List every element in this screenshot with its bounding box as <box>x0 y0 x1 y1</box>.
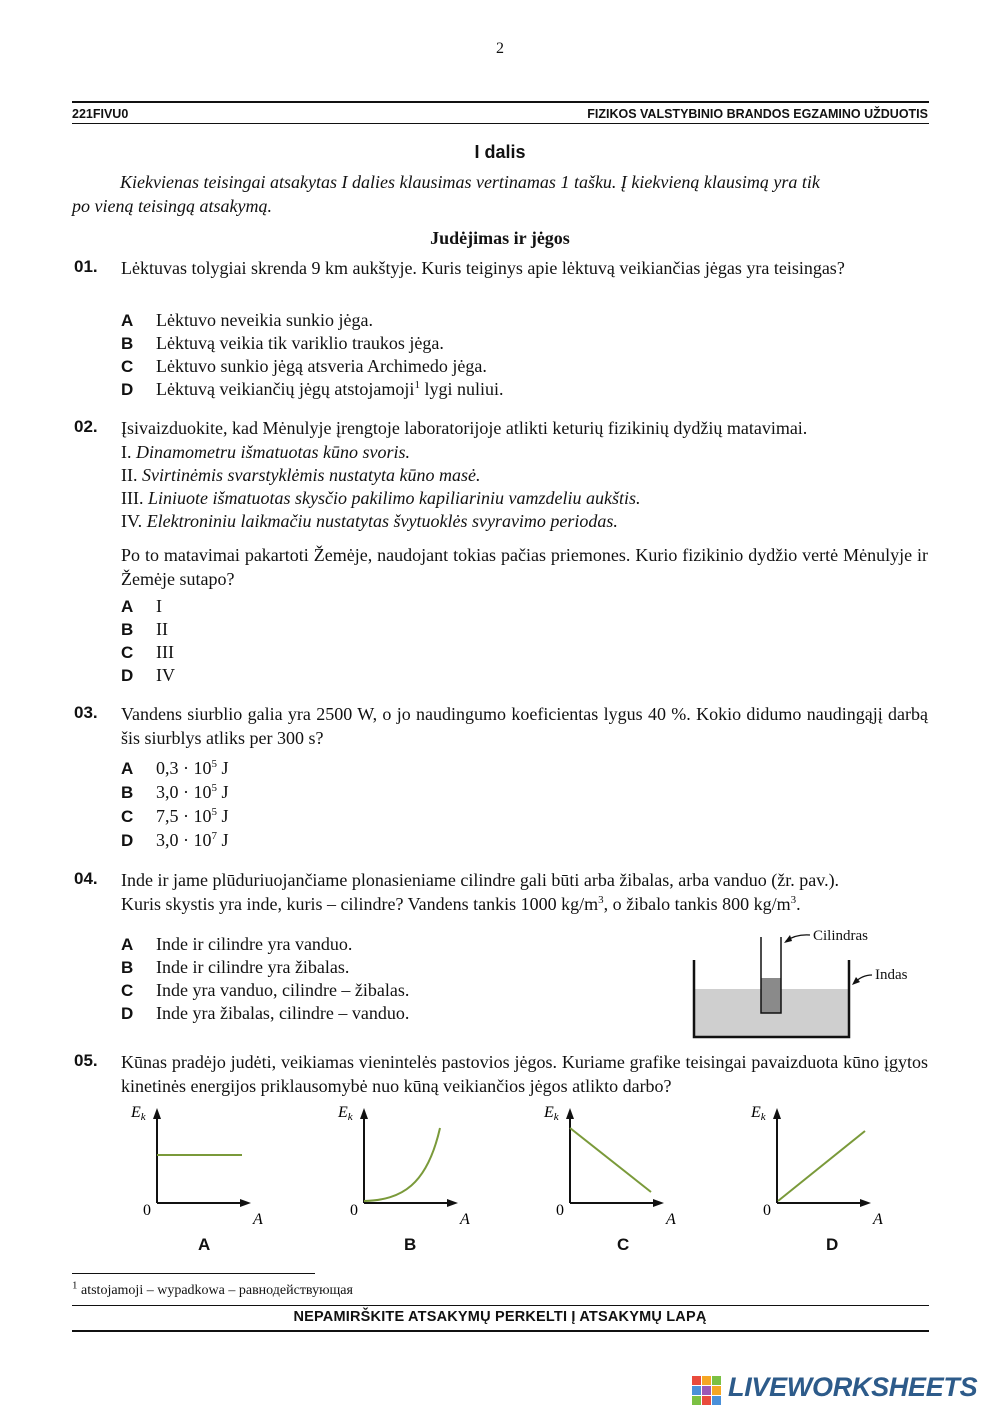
question-number-05: 05. <box>74 1051 98 1070</box>
statement-text: Liniuote išmatuotas skysčio pakilimo kapiliariniu vamzdeliu aukštis. <box>147 488 641 508</box>
option-text: IV <box>156 665 175 685</box>
option-letter: D <box>121 666 134 685</box>
graph-d-letter: D <box>826 1235 839 1254</box>
q04-option-c[interactable] <box>121 979 409 1002</box>
option-unit: J <box>217 782 229 802</box>
q04-sup-1: 3 <box>598 894 604 906</box>
graph-b[interactable] <box>332 1100 472 1230</box>
q02-option-d[interactable] <box>121 664 175 687</box>
option-text: Inde yra vanduo, cilindre – žibalas. <box>156 980 410 1000</box>
option-letter: B <box>121 334 134 353</box>
statement-roman: IV. <box>121 511 143 531</box>
cylinder-liquid <box>761 978 781 1013</box>
q04-line-2b: , o žibalo tankis 800 kg/m <box>603 894 791 914</box>
section-title: Judėjimas ir jėgos <box>430 228 570 248</box>
option-mantissa: 7,5 · 10 <box>156 806 212 826</box>
banner-rule-bottom <box>72 1330 929 1332</box>
option-text: Inde ir cilindre yra žibalas. <box>156 957 350 977</box>
graph-a-letter: A <box>198 1235 211 1254</box>
option-letter: B <box>121 958 134 977</box>
x-axis-arrow <box>447 1199 458 1207</box>
option-letter: C <box>121 807 134 826</box>
q04-line-2a: Kuris skystis yra inde, kuris – cilindre? Vandens tankis 1000 kg/m <box>121 894 599 914</box>
question-text-01: Lėktuvas tolygiai skrenda 9 km aukštyje. Kuris teiginys apie lėktuvą veikiančias jėgas yra teisingas? <box>121 258 845 278</box>
vessel-figure <box>680 925 930 1050</box>
option-letter: A <box>121 311 134 330</box>
x-axis-arrow <box>653 1199 664 1207</box>
vessel-label: Indas <box>875 967 908 983</box>
page-number: 2 <box>496 40 504 57</box>
option-mantissa: 3,0 · 10 <box>156 830 212 850</box>
banner-rule-top <box>72 1305 929 1306</box>
footnote-text: atstojamoji – wypadkowa – равнодействующая <box>77 1283 353 1298</box>
footnote <box>72 1279 353 1299</box>
y-axis-label: Ek <box>338 1104 353 1123</box>
y-axis-arrow <box>360 1108 368 1119</box>
q02-option-c[interactable] <box>121 641 174 664</box>
footnote-separator <box>72 1273 315 1274</box>
q01-option-a[interactable] <box>121 309 373 332</box>
statement-3 <box>121 486 640 510</box>
header-rule-top <box>72 101 929 103</box>
exam-code: 221FIVU0 <box>72 107 129 121</box>
graph-curve <box>364 1128 440 1201</box>
q04-option-d[interactable] <box>121 1002 409 1025</box>
option-text: Inde ir cilindre yra vanduo. <box>156 934 353 954</box>
origin-label: 0 <box>763 1202 771 1219</box>
q03-option-a[interactable] <box>121 757 229 780</box>
option-mantissa: 0,3 · 10 <box>156 758 212 778</box>
option-text-end: lygi nuliui. <box>419 379 504 399</box>
option-letter: C <box>121 643 134 662</box>
x-axis-label: A <box>873 1211 883 1228</box>
option-letter: D <box>121 1004 134 1023</box>
option-unit: J <box>217 758 229 778</box>
option-mantissa: 3,0 · 10 <box>156 782 212 802</box>
header-rule-bottom <box>72 123 929 124</box>
question-text-03: Vandens siurblio galia yra 2500 W, o jo naudingumo koeficientas lygus 40 %. Kokio didumo naudingąjį darbą šis siurblys atliks per 300 s? <box>121 704 928 748</box>
q01-option-b[interactable] <box>121 332 444 355</box>
x-axis-label: A <box>666 1211 676 1228</box>
x-axis-arrow <box>240 1199 251 1207</box>
statement-4 <box>121 509 618 533</box>
question-number-02: 02. <box>74 417 98 436</box>
question-number-03: 03. <box>74 703 98 722</box>
intro-line-2: po vieną teisingą atsakymą. <box>72 196 272 216</box>
question-text-05: Kūnas pradėjo judėti, veikiamas vienintelės pastovios jėgos. Kuriame grafike teisingai pavaizduota kūno įgytos kinetinės energijos priklausomybė nuo kūną veikiančios jėgos atlikto darbo? <box>121 1052 928 1096</box>
cylinder-arrow-head <box>784 935 792 943</box>
y-axis-arrow <box>773 1108 781 1119</box>
question-text-04 <box>121 868 928 916</box>
liveworksheets-logo[interactable] <box>690 1372 990 1408</box>
y-axis-arrow <box>153 1108 161 1119</box>
statement-text: Svirtinėmis svarstyklėmis nustatyta kūno masė. <box>142 465 481 485</box>
y-axis-label: Ek <box>544 1104 559 1123</box>
option-letter: D <box>121 380 134 399</box>
statement-2 <box>121 463 480 487</box>
option-text: Inde yra žibalas, cilindre – vanduo. <box>156 1003 410 1023</box>
option-letter: C <box>121 357 134 376</box>
graph-c[interactable] <box>538 1100 678 1230</box>
option-exponent: 5 <box>211 758 217 770</box>
graph-line <box>778 1131 865 1201</box>
option-exponent: 7 <box>211 830 217 842</box>
option-unit: J <box>217 806 229 826</box>
origin-label: 0 <box>556 1202 564 1219</box>
footnote-ref: 1 <box>414 379 420 391</box>
graph-d[interactable] <box>745 1100 885 1230</box>
q04-option-a[interactable] <box>121 933 352 956</box>
q02-option-a[interactable] <box>121 595 162 618</box>
q01-option-c[interactable] <box>121 355 487 378</box>
question-followup-02: Po to matavimai pakartoti Žemėje, naudojant tokias pačias priemones. Kurio fizikinio dydžio vertė Mėnulyje ir Žemėje sutapo? <box>121 545 928 589</box>
origin-label: 0 <box>350 1202 358 1219</box>
option-letter: B <box>121 620 134 639</box>
option-letter: C <box>121 981 134 1000</box>
logo-text: LIVEWORKSHEETS <box>728 1372 978 1402</box>
q01-option-d[interactable] <box>121 378 503 401</box>
option-exponent: 5 <box>211 806 217 818</box>
cylinder-label: Cilindras <box>813 928 868 944</box>
footnote-mark: 1 <box>72 1279 78 1292</box>
option-letter: A <box>121 759 134 778</box>
logo-icon <box>690 1374 724 1406</box>
q02-option-b[interactable] <box>121 618 168 641</box>
y-axis-arrow <box>566 1108 574 1119</box>
bottom-banner: NEPAMIRŠKITE ATSAKYMŲ PERKELTI Į ATSAKYMŲ LAPĄ <box>293 1309 707 1325</box>
option-letter: D <box>121 831 134 850</box>
q03-option-b[interactable] <box>121 781 229 804</box>
statement-text: Elektroniniu laikmačiu nustatytas švytuoklės svyravimo periodas. <box>146 511 618 531</box>
intro-line-1: Kiekvienas teisingai atsakytas I dalies klausimas vertinamas 1 tašku. Į kiekvieną klausimą yra tik <box>120 172 820 192</box>
y-axis-label: Ek <box>751 1104 766 1123</box>
q04-line-2c: . <box>796 894 801 914</box>
intro-text <box>72 170 929 218</box>
option-letter: A <box>121 597 134 616</box>
option-text: Lėktuvą veikia tik variklio traukos jėga. <box>156 333 444 353</box>
graph-c-letter: C <box>617 1235 630 1254</box>
statement-roman: II. <box>121 465 138 485</box>
x-axis-label: A <box>460 1211 470 1228</box>
question-number-04: 04. <box>74 869 98 888</box>
option-exponent: 5 <box>211 782 217 794</box>
option-text: III <box>156 642 174 662</box>
option-unit: J <box>217 830 229 850</box>
option-text: II <box>156 619 168 639</box>
part-title: I dalis <box>474 142 526 162</box>
option-letter: B <box>121 783 134 802</box>
statement-text: Dinamometru išmatuotas kūno svoris. <box>136 442 410 462</box>
exam-title: FIZIKOS VALSTYBINIO BRANDOS EGZAMINO UŽDUOTIS <box>587 107 928 121</box>
statement-roman: III. <box>121 488 144 508</box>
q03-option-d[interactable] <box>121 829 229 852</box>
vessel-arrow-head <box>852 977 860 985</box>
option-letter: A <box>121 935 134 954</box>
q04-option-b[interactable] <box>121 956 349 979</box>
x-axis-arrow <box>860 1199 871 1207</box>
q04-line-1: Inde ir jame plūduriuojančiame plonasieniame cilindre gali būti arba žibalas, arba vanduo (žr. pav.). <box>121 870 840 890</box>
question-text-02: Įsivaizduokite, kad Mėnulyje įrengtoje laboratorijoje atlikti keturių fizikinių dydžių matavimai. <box>121 418 808 438</box>
option-text: Lėktuvą veikiančių jėgų atstojamoji <box>156 379 415 399</box>
option-text: Lėktuvo sunkio jėgą atsveria Archimedo jėga. <box>156 356 487 376</box>
option-text: Lėktuvo neveikia sunkio jėga. <box>156 310 373 330</box>
graph-line <box>570 1128 651 1192</box>
graph-b-letter: B <box>404 1235 417 1254</box>
origin-label: 0 <box>143 1202 151 1219</box>
graph-a[interactable] <box>125 1100 265 1230</box>
statement-roman: I. <box>121 442 132 462</box>
q03-option-c[interactable] <box>121 805 229 828</box>
y-axis-label: Ek <box>131 1104 146 1123</box>
option-text: I <box>156 596 162 616</box>
x-axis-label: A <box>253 1211 263 1228</box>
question-number-01: 01. <box>74 257 98 276</box>
statement-1 <box>121 440 410 464</box>
q04-sup-2: 3 <box>790 894 797 906</box>
